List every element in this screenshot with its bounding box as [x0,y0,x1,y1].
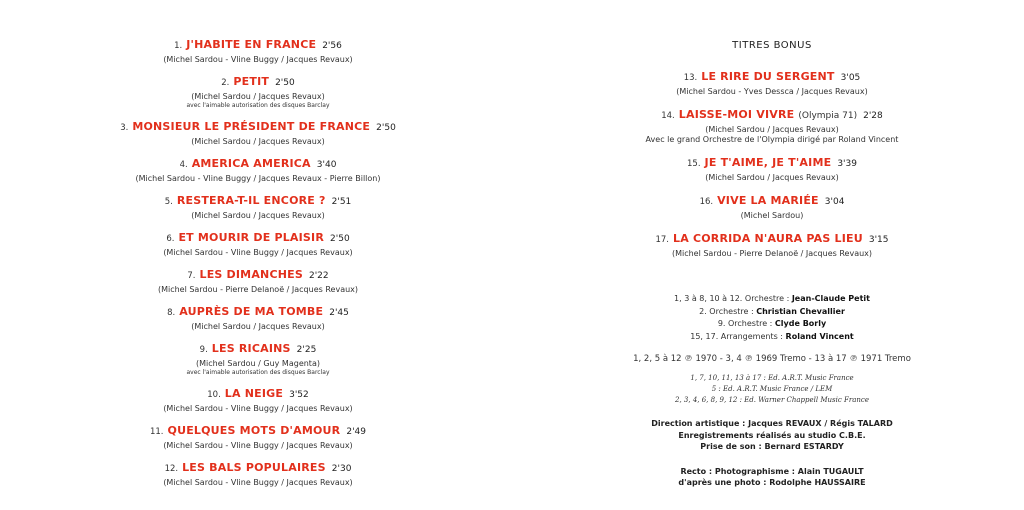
track-number: 10. [207,390,221,400]
track-2 [18,74,498,110]
track-title: MONSIEUR LE PRÉSIDENT DE FRANCE [132,120,371,133]
track-duration: 3'04 [824,197,845,207]
track-title: LES BALS POPULAIRES [182,461,326,474]
track-note: avec l'aimable autorisation des disques Barclay [186,102,330,109]
photo-line: Recto : Photographisme : Alain TUGAULT [680,466,864,476]
track-duration: 3'40 [316,160,337,170]
track-duration: 2'56 [322,41,342,51]
track-credits: (Michel Sardou) [740,211,804,220]
track-5 [18,193,498,221]
track-subtitle: (Olympia 71) [798,111,858,121]
production-line: Prise de son : Bernard ESTARDY [700,442,844,451]
track-duration: 3'39 [837,159,857,169]
track-16 [520,193,1024,221]
track-title: LA CORRIDA N'AURA PAS LIEU [673,232,863,245]
track-title: ET MOURIR DE PLAISIR [178,231,325,244]
production-line: Direction artistique : Jacques REVAUX / Régis TALARD [651,419,893,428]
track-duration: 2'30 [331,464,352,474]
track-title: LES DIMANCHES [199,268,303,281]
track-title: PETIT [233,75,270,88]
bonus-and-credits [520,40,1024,489]
edition-line: 1, 7, 10, 11, 13 à 17 : Ed. A.R.T. Music France [690,374,854,382]
production-credits [520,418,1024,453]
track-number: 1. [174,41,183,51]
personnel-name: Clyde Borly [774,319,827,328]
track-duration: 2'25 [296,345,317,355]
phonographic-rights: 1, 2, 5 à 12 ℗ 1970 - 3, 4 ℗ 1969 Tremo - 13 à 17 ℗ 1971 Tremo [633,354,911,364]
track-credits: (Michel Sardou / Jacques Revaux) [191,211,325,220]
right-panel [520,0,1024,510]
track-credits: (Michel Sardou / Jacques Revaux) [191,322,325,331]
track-number: 4. [179,160,188,170]
track-4 [18,156,498,184]
personnel-name: Jean-Claude Petit [791,294,870,303]
track-credits: (Michel Sardou / Jacques Revaux) [705,125,839,134]
track-credits: (Michel Sardou - Vline Buggy / Jacques Revaux) [163,248,353,257]
track-credits: (Michel Sardou - Vline Buggy / Jacques Revaux) [163,55,353,64]
track-number: 13. [683,73,698,83]
personnel-name: Roland Vincent [785,331,854,341]
track-credits: (Michel Sardou - Yves Dessca / Jacques Revaux) [676,87,868,96]
track-12 [18,460,498,488]
track-number: 14. [661,111,675,121]
track-duration: 2'50 [330,234,350,244]
track-8 [18,304,498,332]
track-duration: 2'50 [376,123,396,133]
track-number: 3. [120,123,129,133]
track-credits: (Michel Sardou - Vline Buggy / Jacques Revaux - Pierre Billon) [135,174,381,183]
track-number: 7. [187,271,196,281]
track-17 [520,231,1024,259]
track-credits: (Michel Sardou - Vline Buggy / Jacques Revaux) [163,441,353,450]
track-10 [18,386,498,414]
track-duration: 3'15 [868,235,889,245]
personnel-line: 2. Orchestre : Christian Chevallier [699,306,845,316]
track-number: 2. [221,78,230,88]
track-number: 5. [164,197,173,207]
track-title: LE RIRE DU SERGENT [701,70,835,83]
track-credits: (Michel Sardou / Jacques Revaux) [191,92,325,101]
personnel-line: 15, 17. Arrangements : Roland Vincent [690,331,854,341]
tracklist-left [18,37,498,497]
track-number: 8. [167,308,176,318]
edition-line: 5 : Ed. A.R.T. Music France / LEM [711,385,833,393]
track-15 [520,155,1024,183]
track-credits: (Michel Sardou - Vline Buggy / Jacques Revaux) [163,404,353,413]
track-11 [18,423,498,451]
track-duration: 2'51 [331,197,352,207]
track-13 [520,69,1024,97]
photo-line: d'après une photo : Rodolphe HAUSSAIRE [678,478,866,487]
track-title: LAISSE-MOI VIVRE [678,108,795,121]
personnel-line: 1, 3 à 8, 10 à 12. Orchestre : Jean-Claude Petit [674,294,870,303]
track-number: 16. [699,197,714,207]
track-credits: (Michel Sardou / Guy Magenta) [196,359,320,368]
production-line: Enregistrements réalisés au studio C.B.E. [678,430,866,440]
track-duration: 2'50 [275,78,295,88]
personnel-name: Christian Chevallier [756,306,845,316]
track-title: LA NEIGE [224,387,284,400]
track-7 [18,267,498,295]
track-title: AMERICA AMERICA [191,157,311,170]
track-title: VIVE LA MARIÉE [717,194,819,207]
track-credits: (Michel Sardou / Jacques Revaux) [705,173,839,182]
track-title: AUPRÈS DE MA TOMBE [179,305,324,318]
track-duration: 2'49 [346,427,366,437]
editions [520,373,1024,406]
track-6 [18,230,498,258]
track-3 [18,119,498,147]
track-credits: (Michel Sardou - Vline Buggy / Jacques Revaux) [163,478,353,487]
track-duration: 2'45 [329,308,349,318]
track-9 [18,341,498,377]
personnel-credits [520,293,1024,343]
track-title: JE T'AIME, JE T'AIME [704,156,832,169]
track-1 [18,37,498,65]
track-duration: 3'52 [289,390,309,400]
track-credits: (Michel Sardou / Jacques Revaux) [191,137,325,146]
track-duration: 2'22 [308,271,329,281]
track-title: J'HABITE EN FRANCE [186,38,317,51]
track-title: QUELQUES MOTS D'AMOUR [167,424,341,437]
track-number: 15. [687,159,701,169]
track-note: Avec le grand Orchestre de l'Olympia dirigé par Roland Vincent [645,135,899,144]
photo-credits [520,466,1024,489]
track-title: LES RICAINS [211,342,291,355]
bonus-heading: TITRES BONUS [732,40,812,51]
track-credits: (Michel Sardou - Pierre Delanoë / Jacques Revaux) [671,249,873,258]
edition-line: 2, 3, 4, 6, 8, 9, 12 : Ed. Warner Chappell Music France [675,396,869,404]
track-duration: 2'28 [863,111,883,121]
track-credits: (Michel Sardou - Pierre Delanoë / Jacques Revaux) [157,285,359,294]
track-number: 11. [149,427,164,437]
track-14 [520,107,1024,145]
track-note: avec l'aimable autorisation des disques Barclay [186,369,330,376]
track-number: 12. [164,464,179,474]
personnel-line: 9. Orchestre : Clyde Borly [717,319,827,328]
track-number: 17. [655,235,670,245]
track-duration: 3'05 [840,73,861,83]
track-title: RESTERA-T-IL ENCORE ? [176,194,326,207]
track-number: 6. [166,234,175,244]
track-number: 9. [199,345,208,355]
